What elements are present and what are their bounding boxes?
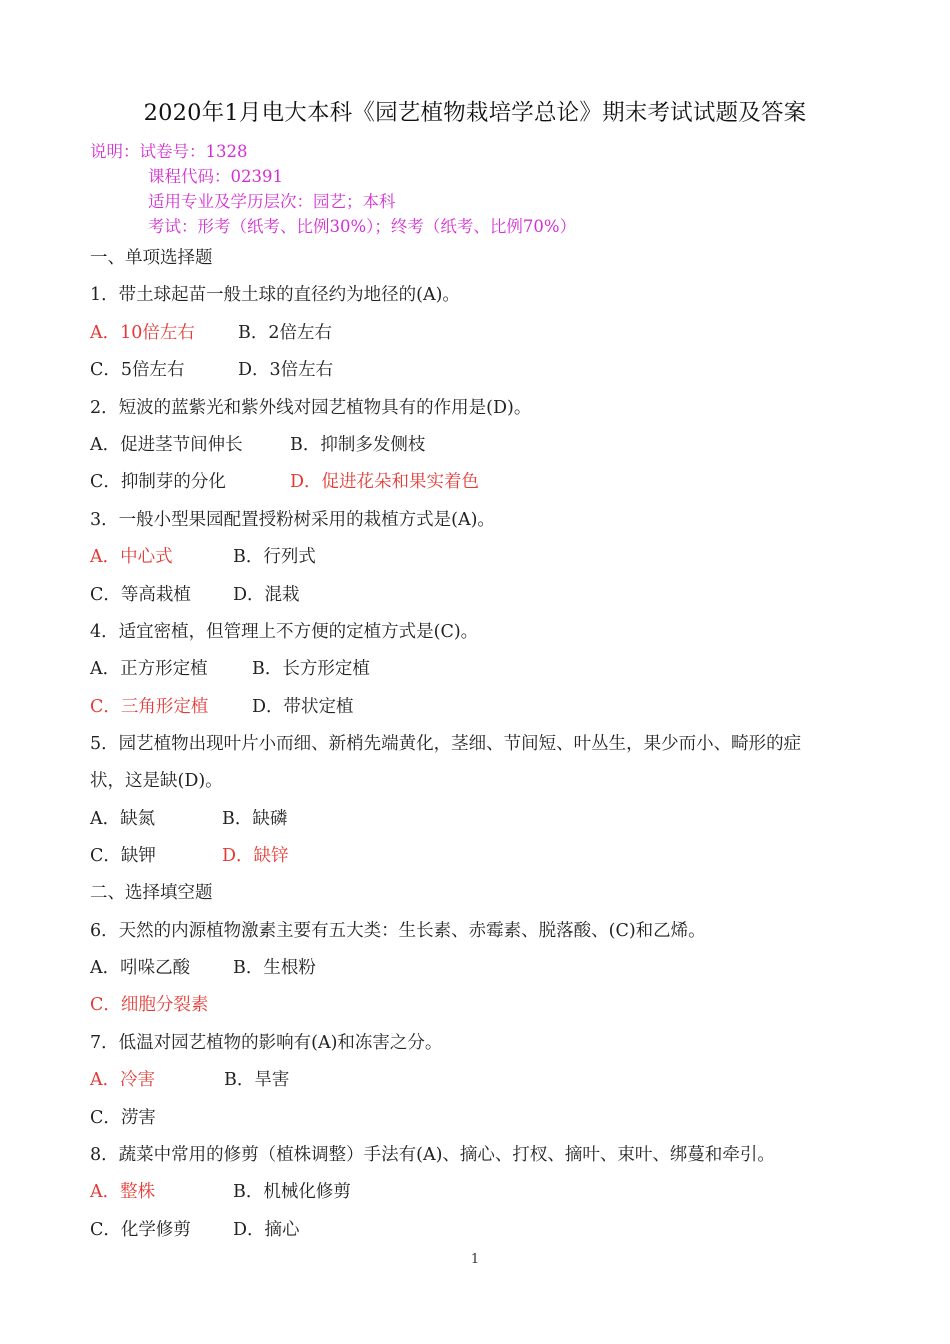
q6-option-c-answer: C．细胞分裂素 [90,995,209,1015]
q7-option-b: B．旱害 [224,1070,290,1090]
section-heading-single-choice: 一、单项选择题 [90,248,213,268]
question-3: 3．一般小型果园配置授粉树采用的栽植方式是(A)。 [90,510,495,530]
q2-option-b: B．抑制多发侧枝 [290,435,426,455]
q5-option-a: A．缺氮 [90,809,156,829]
q4-option-d: D．带状定植 [252,697,354,717]
page-number: 1 [470,1252,480,1267]
question-2: 2．短波的蓝紫光和紫外线对园艺植物具有的作用是(D)。 [90,398,532,418]
q7-option-c: C．涝害 [90,1108,156,1128]
q2-option-a: A．促进茎节间伸长 [90,435,243,455]
q5-option-b: B．缺磷 [222,809,288,829]
q4-option-c-answer: C．三角形定植 [90,697,209,717]
q5-option-c: C．缺钾 [90,846,156,866]
question-8: 8．蔬菜中常用的修剪（植株调整）手法有(A)、摘心、打杈、摘叶、束叶、绑蔓和牵引。 [90,1145,775,1165]
q8-option-d: D．摘心 [233,1220,300,1240]
q2-option-d-answer: D．促进花朵和果实着色 [290,472,480,492]
exam-note-major: 适用专业及学历层次：园艺；本科 [148,192,396,211]
page-title: 2020年1月电大本科《园艺植物栽培学总论》期末考试试题及答案 [143,100,807,126]
q7-option-a-answer: A．冷害 [90,1070,156,1090]
q2-option-c: C．抑制芽的分化 [90,472,226,492]
q8-option-a-answer: A．整株 [90,1182,156,1202]
q5-option-d-answer: D．缺锌 [222,846,289,866]
q1-option-a-answer: A．10倍左右 [90,323,195,343]
q3-option-d: D．混栽 [233,585,300,605]
q3-option-a-answer: A．中心式 [90,547,173,567]
section-heading-fill-in: 二、选择填空题 [90,883,213,903]
q6-option-b: B．生根粉 [233,958,316,978]
exam-note-course-code: 课程代码：02391 [148,167,283,186]
question-6: 6．天然的内源植物激素主要有五大类：生长素、赤霉素、脱落酸、(C)和乙烯。 [90,921,706,941]
q1-option-c: C．5倍左右 [90,360,185,380]
q6-option-a: A．吲哚乙酸 [90,958,191,978]
q1-option-d: D．3倍左右 [238,360,334,380]
question-5-line-1: 5．园艺植物出现叶片小而细、新梢先端黄化，茎细、节间短、叶丛生，果少而小、畸形的症 [90,734,802,754]
q3-option-c: C．等高栽植 [90,585,191,605]
question-5-line-2: 状，这是缺(D)。 [90,771,223,791]
question-7: 7．低温对园艺植物的影响有(A)和冻害之分。 [90,1033,443,1053]
q8-option-b: B．机械化修剪 [233,1182,351,1202]
question-4: 4．适宜密植，但管理上不方便的定植方式是(C)。 [90,622,479,642]
q4-option-b: B．长方形定植 [252,659,370,679]
q1-option-b: B．2倍左右 [238,323,332,343]
q8-option-c: C．化学修剪 [90,1220,191,1240]
exam-note-exam-type: 考试：形考（纸考、比例30%）；终考（纸考、比例70%） [148,217,577,236]
q4-option-a: A．正方形定植 [90,659,208,679]
question-1: 1．带土球起苗一般土球的直径约为地径的(A)。 [90,285,460,305]
q3-option-b: B．行列式 [233,547,316,567]
exam-note-paper-number: 说明：试卷号：1328 [90,142,248,161]
